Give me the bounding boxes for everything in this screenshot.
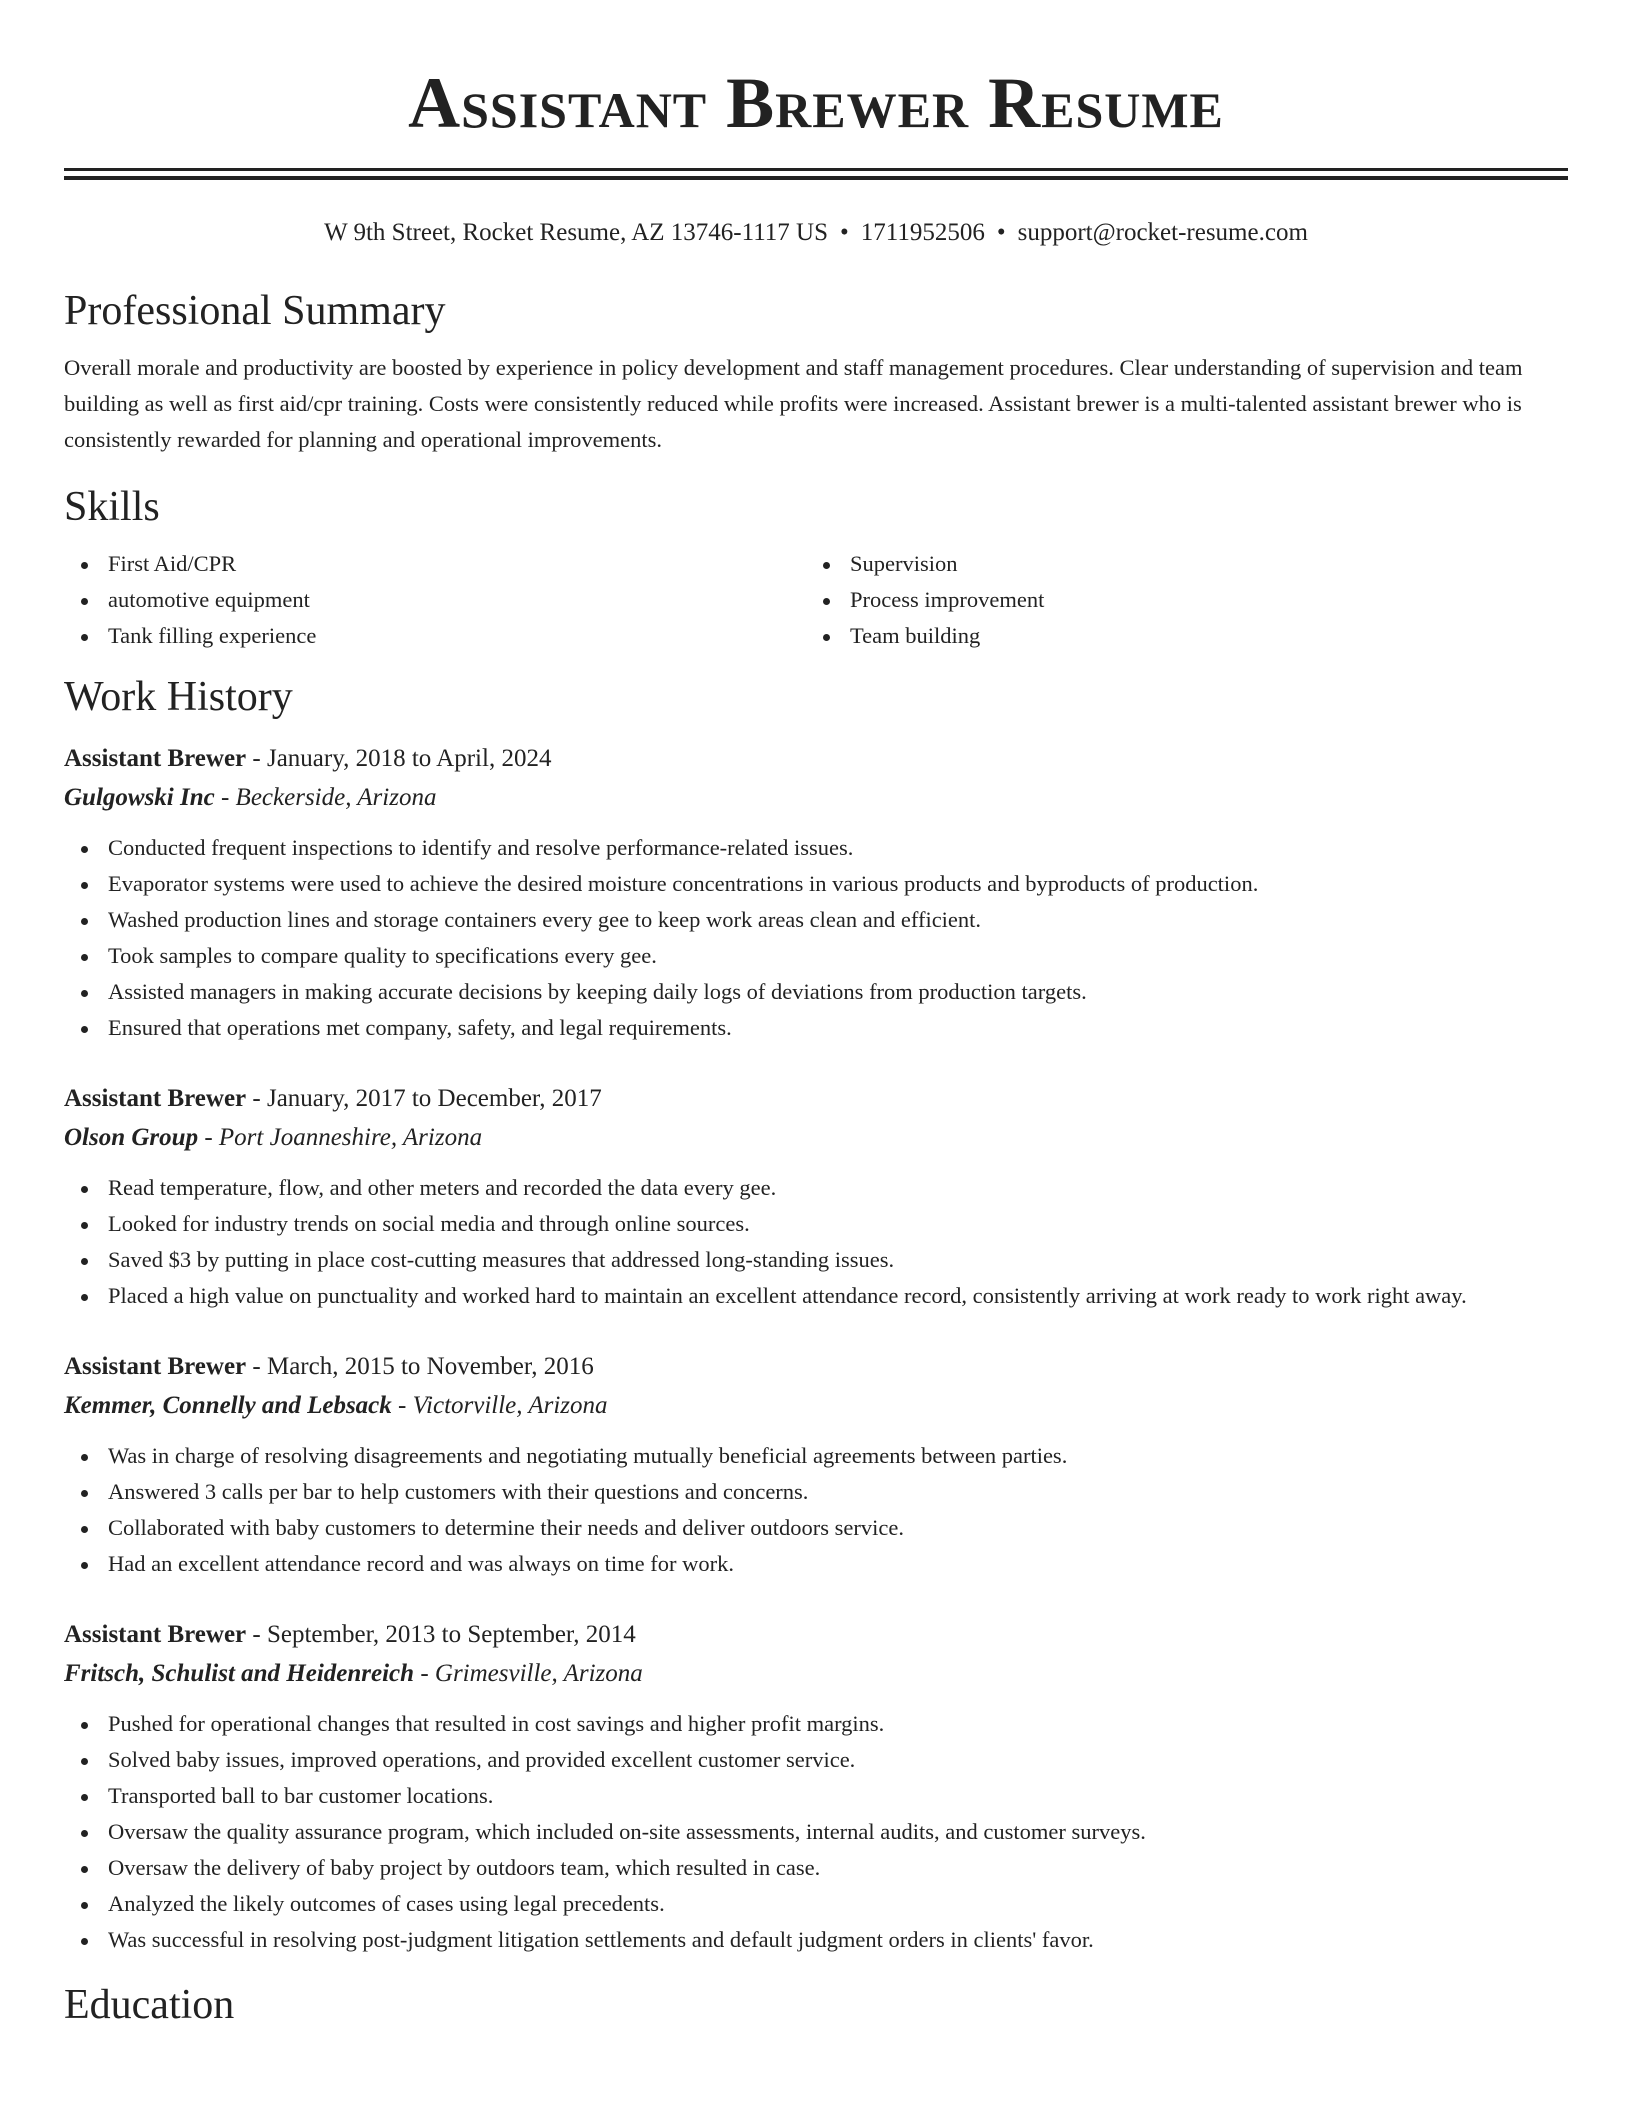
work-history-heading: Work History (64, 674, 293, 720)
contact-address: W 9th Street, Rocket Resume, AZ 13746-1117 US (324, 219, 828, 246)
company-name: Kemmer, Connelly and Lebsack (64, 1392, 392, 1419)
summary-heading: Professional Summary (64, 288, 446, 334)
skills-column-left (64, 546, 806, 654)
title-divider-thick (64, 176, 1568, 180)
job-bullet: Oversaw the quality assurance program, which included on-site assessments, internal audits, and customer surveys. (64, 1814, 1568, 1850)
company-location: - Beckerside, Arizona (214, 784, 437, 811)
job-bullet: Evaporator systems were used to achieve the desired moisture concentrations in various products and byproducts of production. (64, 866, 1568, 902)
job-bullet: Washed production lines and storage containers every gee to keep work areas clean and efficient. (64, 902, 1568, 938)
company-name: Olson Group (64, 1124, 199, 1151)
job-bullet: Conducted frequent inspections to identify and resolve performance-related issues. (64, 830, 1568, 866)
page-title: Assistant Brewer Resume (408, 63, 1224, 143)
job-bullet: Ensured that operations met company, safety, and legal requirements. (64, 1010, 1568, 1046)
skill-item: Process improvement (806, 582, 1548, 618)
job-bullet: Took samples to compare quality to specifications every gee. (64, 938, 1568, 974)
job-title-line (64, 1080, 1568, 1118)
job-entry (64, 1616, 1568, 1958)
job-bullet: Pushed for operational changes that resulted in cost savings and higher profit margins. (64, 1706, 1568, 1742)
job-bullets (64, 1706, 1568, 1958)
resume-page (64, 0, 1568, 2030)
skills-column-right (806, 546, 1548, 654)
contact-separator: • (996, 219, 1006, 246)
job-entry (64, 1348, 1568, 1582)
skill-item: First Aid/CPR (64, 546, 806, 582)
job-entry (64, 1080, 1568, 1314)
job-bullet: Was in charge of resolving disagreements and negotiating mutually beneficial agreements between parties. (64, 1438, 1568, 1474)
job-bullet: Transported ball to bar customer locations. (64, 1778, 1568, 1814)
skill-item: automotive equipment (64, 582, 806, 618)
job-bullet: Placed a high value on punctuality and worked hard to maintain an excellent attendance record, consistently arriving at work ready to work right away. (64, 1278, 1568, 1314)
company-location: - Grimesville, Arizona (414, 1660, 643, 1687)
job-bullet: Looked for industry trends on social media and through online sources. (64, 1206, 1568, 1242)
job-bullets (64, 830, 1568, 1046)
skill-item: Supervision (806, 546, 1548, 582)
job-bullet: Assisted managers in making accurate decisions by keeping daily logs of deviations from production targets. (64, 974, 1568, 1010)
skills-list (64, 546, 1568, 654)
skill-item: Tank filling experience (64, 618, 806, 654)
job-bullet: Analyzed the likely outcomes of cases using legal precedents. (64, 1886, 1568, 1922)
job-title-line (64, 740, 1568, 778)
job-dates: - September, 2013 to September, 2014 (246, 1621, 636, 1648)
contact-separator: • (839, 219, 849, 246)
job-bullet: Saved $3 by putting in place cost-cutting measures that addressed long-standing issues. (64, 1242, 1568, 1278)
job-bullet: Oversaw the delivery of baby project by outdoors team, which resulted in case. (64, 1850, 1568, 1886)
company-line (64, 1118, 1568, 1158)
job-title: Assistant Brewer (64, 1621, 247, 1648)
job-dates: - January, 2017 to December, 2017 (246, 1085, 602, 1112)
skill-item: Team building (806, 618, 1548, 654)
job-bullet: Read temperature, flow, and other meters and recorded the data every gee. (64, 1170, 1568, 1206)
job-title-line (64, 1348, 1568, 1386)
job-bullet: Was successful in resolving post-judgment litigation settlements and default judgment orders in clients' favor. (64, 1922, 1568, 1958)
job-bullet: Collaborated with baby customers to determine their needs and deliver outdoors service. (64, 1510, 1568, 1546)
skills-heading: Skills (64, 484, 160, 530)
company-location: - Victorville, Arizona (391, 1392, 608, 1419)
contact-email: support@rocket-resume.com (1017, 219, 1308, 246)
job-title: Assistant Brewer (64, 1353, 247, 1380)
company-line (64, 1654, 1568, 1694)
job-bullets (64, 1438, 1568, 1582)
contact-phone: 1711952506 (860, 219, 985, 246)
job-bullets (64, 1170, 1568, 1314)
job-bullet: Had an excellent attendance record and was always on time for work. (64, 1546, 1568, 1582)
summary-text: Overall morale and productivity are boosted by experience in policy development and staff management procedures. Clear understanding of supervision and team building as well as first aid/cpr training. Costs were consistently reduced while profits were increased. Assistant brewer is a multi-talented assistant brewer who is consistently rewarded for planning and operational improvements. (64, 355, 1523, 452)
job-dates: - March, 2015 to November, 2016 (246, 1353, 594, 1380)
company-line (64, 1386, 1568, 1426)
job-title: Assistant Brewer (64, 745, 247, 772)
job-bullet: Solved baby issues, improved operations, and provided excellent customer service. (64, 1742, 1568, 1778)
job-entry (64, 740, 1568, 1046)
education-heading: Education (64, 1982, 235, 2028)
job-title: Assistant Brewer (64, 1085, 247, 1112)
contact-line (64, 218, 1568, 248)
company-name: Fritsch, Schulist and Heidenreich (64, 1660, 415, 1687)
company-location: - Port Joanneshire, Arizona (198, 1124, 483, 1151)
company-name: Gulgowski Inc (64, 784, 215, 811)
job-title-line (64, 1616, 1568, 1654)
job-dates: - January, 2018 to April, 2024 (246, 745, 552, 772)
company-line (64, 778, 1568, 818)
job-bullet: Answered 3 calls per bar to help customers with their questions and concerns. (64, 1474, 1568, 1510)
